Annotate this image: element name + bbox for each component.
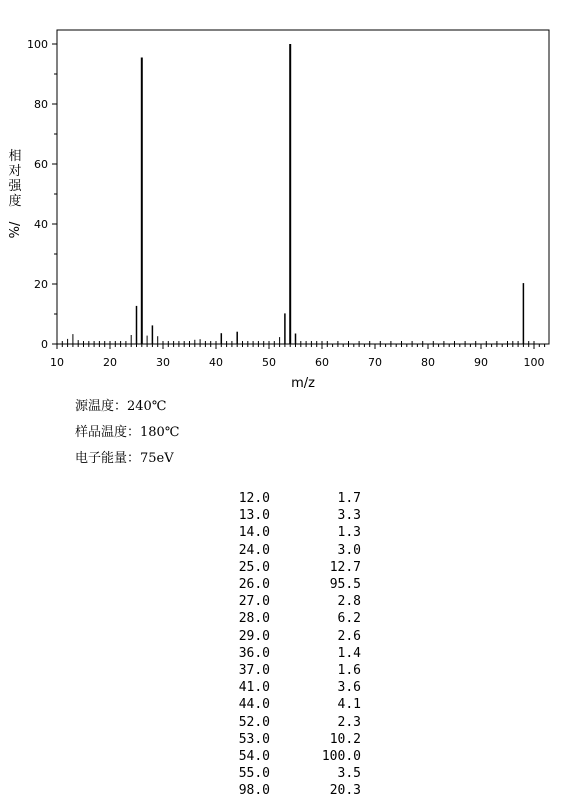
y-tick-label: 20 — [34, 278, 48, 291]
peak-table — [232, 490, 361, 800]
table-row — [232, 748, 361, 765]
mz-cell: 53.0 — [238, 731, 270, 747]
plot-frame — [57, 30, 549, 344]
table-row — [232, 645, 361, 662]
mz-cell: 27.0 — [238, 594, 270, 610]
abundance-cell: 2.8 — [337, 594, 361, 610]
abundance-cell: 1.4 — [337, 645, 361, 661]
abundance-cell: 100.0 — [321, 749, 361, 765]
sample-temperature: 样品温度：180℃ — [75, 425, 180, 440]
abundance-cell: 3.3 — [337, 508, 361, 524]
y-axis-title-char: 强 — [8, 179, 22, 194]
y-tick-label: 100 — [27, 38, 48, 51]
abundance-cell: 20.3 — [329, 783, 361, 799]
x-tick-label: 60 — [315, 356, 329, 369]
table-row — [232, 593, 361, 610]
abundance-cell: 3.5 — [337, 766, 361, 782]
mz-cell: 12.0 — [238, 491, 270, 506]
y-tick-label: 0 — [41, 338, 48, 351]
table-row — [232, 524, 361, 541]
abundance-cell: 3.0 — [337, 542, 361, 558]
mz-cell: 36.0 — [238, 645, 270, 661]
abundance-cell: 95.5 — [329, 577, 361, 593]
mz-cell: 98.0 — [238, 783, 270, 799]
mass-spectrum-chart — [0, 0, 570, 395]
mz-cell: 26.0 — [238, 577, 270, 593]
abundance-cell: 6.2 — [337, 611, 361, 627]
mz-cell: 25.0 — [238, 559, 270, 575]
table-row — [232, 782, 361, 799]
abundance-cell: 1.6 — [337, 663, 361, 679]
mz-cell: 54.0 — [238, 749, 270, 765]
mz-cell: 14.0 — [238, 525, 270, 541]
mz-cell: 52.0 — [238, 714, 270, 730]
y-axis-title-char: 度 — [8, 194, 22, 209]
mz-cell: 13.0 — [238, 508, 270, 524]
electron-energy: 电子能量：75eV — [75, 451, 174, 466]
y-axis-title — [8, 148, 23, 238]
x-tick-label: 100 — [523, 356, 545, 369]
x-tick-label: 80 — [421, 356, 435, 369]
table-row — [232, 714, 361, 731]
table-row — [232, 662, 361, 679]
table-row — [232, 679, 361, 696]
abundance-cell: 3.6 — [337, 680, 361, 696]
table-row — [232, 731, 361, 748]
table-row — [232, 696, 361, 713]
table-row — [232, 490, 361, 507]
mz-cell: 37.0 — [238, 663, 270, 679]
mz-cell: 24.0 — [238, 542, 270, 558]
source-temperature: 源温度：240℃ — [75, 399, 167, 414]
y-axis-title-char: 对 — [8, 164, 22, 179]
abundance-cell: 4.1 — [337, 697, 361, 713]
abundance-cell: 1.7 — [337, 491, 361, 506]
abundance-cell: 2.6 — [337, 628, 361, 644]
x-tick-label: 90 — [474, 356, 488, 369]
y-axis-title-char: 相 — [8, 149, 22, 164]
table-row — [232, 628, 361, 645]
x-tick-label: 10 — [50, 356, 64, 369]
table-row — [232, 610, 361, 627]
mz-cell: 28.0 — [238, 611, 270, 627]
table-row — [232, 542, 361, 559]
mz-cell: 29.0 — [238, 628, 270, 644]
abundance-cell: 1.3 — [337, 525, 361, 541]
table-row — [232, 507, 361, 524]
mz-cell: 44.0 — [238, 697, 270, 713]
x-tick-label: 40 — [209, 356, 223, 369]
x-tick-label: 50 — [262, 356, 276, 369]
x-tick-label: 70 — [368, 356, 382, 369]
mz-cell: 55.0 — [238, 766, 270, 782]
abundance-cell: 10.2 — [329, 731, 361, 747]
abundance-cell: 12.7 — [329, 559, 361, 575]
y-tick-label: 60 — [34, 158, 48, 171]
table-row — [232, 765, 361, 782]
abundance-cell: 2.3 — [337, 714, 361, 730]
x-axis-title: m/z — [291, 376, 315, 391]
y-tick-label: 80 — [34, 98, 48, 111]
x-tick-label: 30 — [156, 356, 170, 369]
y-axis-title-char: %/ — [8, 221, 23, 239]
y-tick-label: 40 — [34, 218, 48, 231]
x-tick-label: 20 — [103, 356, 117, 369]
table-row — [232, 559, 361, 576]
table-row — [232, 576, 361, 593]
mz-cell: 41.0 — [238, 680, 270, 696]
